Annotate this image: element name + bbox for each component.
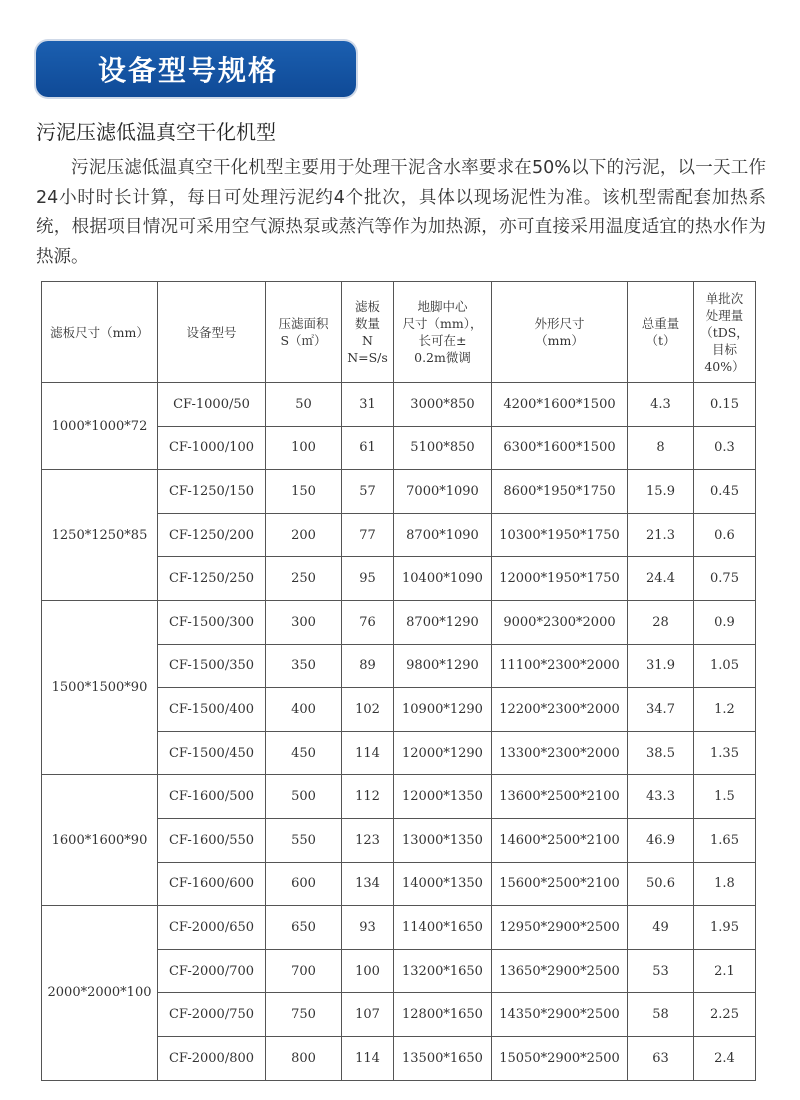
cell-capacity: 0.9 [694,600,756,644]
cell-foot-size: 13200*1650 [394,949,492,993]
cell-outer-size: 15600*2500*2100 [492,862,628,906]
cell-foot-size: 12000*1290 [394,731,492,775]
cell-foot-size: 8700*1090 [394,513,492,557]
cell-foot-size: 11400*1650 [394,906,492,950]
cell-plate-size: 1500*1500*90 [42,600,158,774]
cell-capacity: 1.95 [694,906,756,950]
cell-plate-count: 89 [342,644,394,688]
cell-outer-size: 13600*2500*2100 [492,775,628,819]
cell-capacity: 2.1 [694,949,756,993]
header-outer-size: 外形尺寸 （mm） [492,282,628,383]
cell-foot-size: 5100*850 [394,426,492,470]
cell-foot-size: 10400*1090 [394,557,492,601]
cell-model: CF-2000/800 [158,1036,266,1080]
table-row [42,906,756,950]
cell-weight: 38.5 [628,731,694,775]
cell-weight: 50.6 [628,862,694,906]
cell-area: 700 [266,949,342,993]
cell-capacity: 0.45 [694,470,756,514]
cell-capacity: 0.3 [694,426,756,470]
cell-area: 100 [266,426,342,470]
spec-table-body [42,383,756,1081]
cell-outer-size: 14600*2500*2100 [492,818,628,862]
header-foot-size: 地脚中心 尺寸（mm）， 长可在± 0.2m微调 [394,282,492,383]
cell-foot-size: 13500*1650 [394,1036,492,1080]
header-capacity: 单批次 处理量 （tDS， 目标 40%） [694,282,756,383]
cell-outer-size: 13650*2900*2500 [492,949,628,993]
cell-plate-size: 1250*1250*85 [42,470,158,601]
cell-outer-size: 4200*1600*1500 [492,383,628,427]
cell-capacity: 2.4 [694,1036,756,1080]
cell-outer-size: 10300*1950*1750 [492,513,628,557]
cell-capacity: 1.8 [694,862,756,906]
cell-area: 350 [266,644,342,688]
cell-plate-count: 100 [342,949,394,993]
cell-capacity: 1.2 [694,688,756,732]
cell-foot-size: 12800*1650 [394,993,492,1037]
cell-area: 750 [266,993,342,1037]
cell-plate-count: 114 [342,731,394,775]
spec-table [41,281,756,1081]
cell-model: CF-1250/150 [158,470,266,514]
cell-capacity: 0.6 [694,513,756,557]
cell-area: 600 [266,862,342,906]
cell-outer-size: 8600*1950*1750 [492,470,628,514]
cell-plate-count: 61 [342,426,394,470]
cell-area: 400 [266,688,342,732]
cell-outer-size: 13300*2300*2000 [492,731,628,775]
cell-area: 550 [266,818,342,862]
cell-capacity: 1.35 [694,731,756,775]
cell-weight: 34.7 [628,688,694,732]
cell-model: CF-1600/500 [158,775,266,819]
cell-capacity: 2.25 [694,993,756,1037]
cell-weight: 53 [628,949,694,993]
cell-plate-size: 2000*2000*100 [42,906,158,1080]
cell-model: CF-1250/200 [158,513,266,557]
cell-outer-size: 6300*1600*1500 [492,426,628,470]
cell-area: 450 [266,731,342,775]
cell-outer-size: 12950*2900*2500 [492,906,628,950]
cell-weight: 15.9 [628,470,694,514]
cell-model: CF-1600/600 [158,862,266,906]
cell-capacity: 0.15 [694,383,756,427]
cell-weight: 43.3 [628,775,694,819]
cell-foot-size: 9800*1290 [394,644,492,688]
intro-paragraph: 污泥压滤低温真空干化机型主要用于处理干泥含水率要求在50%以下的污泥，以一天工作24小时时长计算，每日可处理污泥约4个批次，具体以现场泥性为准。该机型需配套加热系统，根据项目情况可采用空气源热泵或蒸汽等作为加热源，亦可直接采用温度适宜的热水作为热源。 [36,158,766,267]
table-row [42,383,756,427]
cell-weight: 31.9 [628,644,694,688]
cell-plate-count: 112 [342,775,394,819]
cell-plate-size: 1000*1000*72 [42,383,158,470]
cell-plate-count: 57 [342,470,394,514]
cell-model: CF-2000/650 [158,906,266,950]
cell-plate-count: 134 [342,862,394,906]
cell-outer-size: 9000*2300*2000 [492,600,628,644]
table-row [42,775,756,819]
cell-weight: 28 [628,600,694,644]
cell-area: 650 [266,906,342,950]
cell-weight: 24.4 [628,557,694,601]
table-row [42,600,756,644]
cell-model: CF-1500/350 [158,644,266,688]
header-plate-size: 滤板尺寸（mm） [42,282,158,383]
cell-outer-size: 15050*2900*2500 [492,1036,628,1080]
section-title-banner [36,41,356,97]
cell-plate-count: 107 [342,993,394,1037]
cell-outer-size: 12200*2300*2000 [492,688,628,732]
cell-plate-count: 102 [342,688,394,732]
cell-weight: 21.3 [628,513,694,557]
cell-weight: 46.9 [628,818,694,862]
header-area: 压滤面积 S（㎡） [266,282,342,383]
cell-capacity: 1.5 [694,775,756,819]
cell-model: CF-1600/550 [158,818,266,862]
section-title: 设备型号规格 [98,54,279,87]
cell-foot-size: 7000*1090 [394,470,492,514]
product-subtitle: 污泥压滤低温真空干化机型 [36,120,276,144]
cell-area: 250 [266,557,342,601]
cell-model: CF-2000/750 [158,993,266,1037]
cell-weight: 63 [628,1036,694,1080]
cell-foot-size: 10900*1290 [394,688,492,732]
cell-weight: 4.3 [628,383,694,427]
cell-capacity: 1.65 [694,818,756,862]
cell-capacity: 0.75 [694,557,756,601]
cell-plate-count: 93 [342,906,394,950]
cell-area: 150 [266,470,342,514]
cell-plate-count: 76 [342,600,394,644]
cell-plate-count: 95 [342,557,394,601]
cell-weight: 58 [628,993,694,1037]
header-model: 设备型号 [158,282,266,383]
cell-area: 300 [266,600,342,644]
cell-foot-size: 13000*1350 [394,818,492,862]
cell-plate-count: 77 [342,513,394,557]
cell-area: 500 [266,775,342,819]
cell-plate-size: 1600*1600*90 [42,775,158,906]
header-plate-count: 滤板 数量 N N=S/s [342,282,394,383]
cell-weight: 8 [628,426,694,470]
cell-area: 50 [266,383,342,427]
cell-plate-count: 31 [342,383,394,427]
cell-outer-size: 12000*1950*1750 [492,557,628,601]
cell-foot-size: 8700*1290 [394,600,492,644]
cell-foot-size: 14000*1350 [394,862,492,906]
cell-outer-size: 11100*2300*2000 [492,644,628,688]
cell-model: CF-1500/300 [158,600,266,644]
cell-area: 200 [266,513,342,557]
cell-model: CF-1000/100 [158,426,266,470]
cell-plate-count: 123 [342,818,394,862]
table-row [42,470,756,514]
cell-foot-size: 3000*850 [394,383,492,427]
cell-plate-count: 114 [342,1036,394,1080]
cell-model: CF-2000/700 [158,949,266,993]
cell-model: CF-1500/400 [158,688,266,732]
cell-foot-size: 12000*1350 [394,775,492,819]
cell-capacity: 1.05 [694,644,756,688]
cell-outer-size: 14350*2900*2500 [492,993,628,1037]
header-weight: 总重量 （t） [628,282,694,383]
cell-weight: 49 [628,906,694,950]
cell-model: CF-1500/450 [158,731,266,775]
cell-area: 800 [266,1036,342,1080]
cell-model: CF-1000/50 [158,383,266,427]
spec-table-header [42,282,756,383]
cell-model: CF-1250/250 [158,557,266,601]
